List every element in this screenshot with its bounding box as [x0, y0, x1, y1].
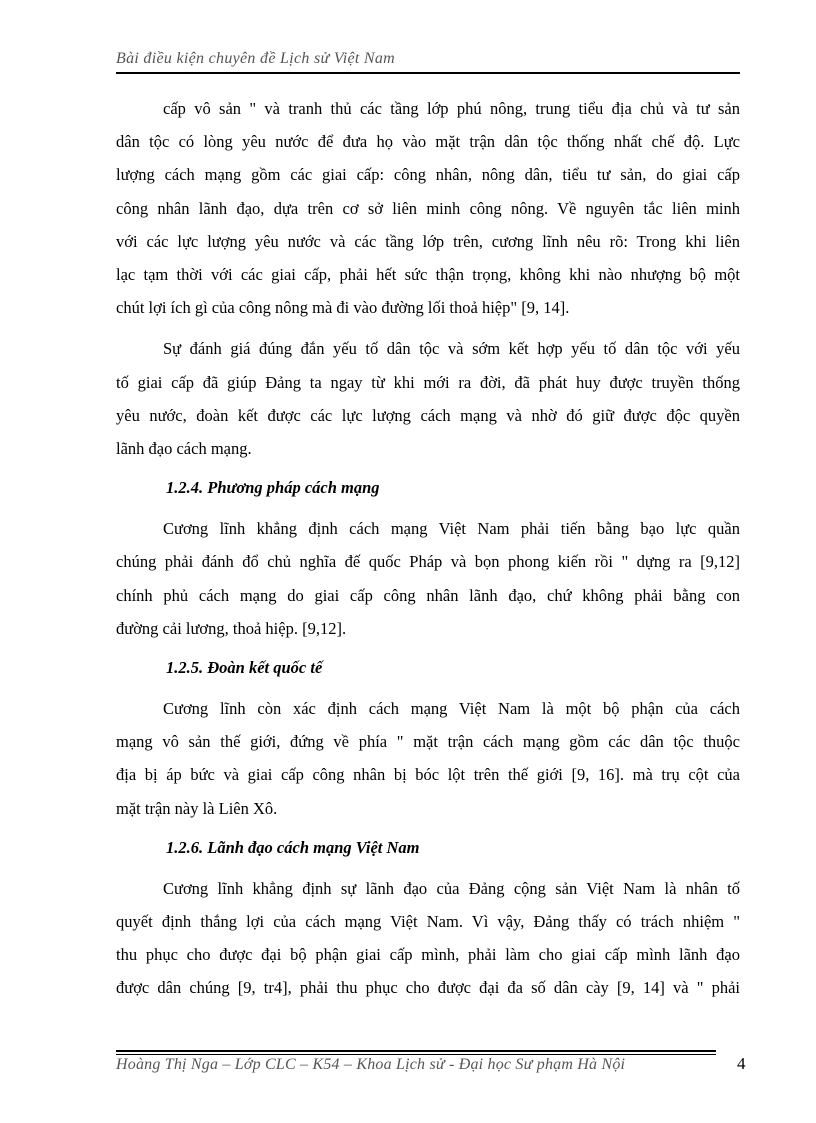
text-line: mạng vô sản thế giới, đứng về phía " mặt trận cách mạng gồm các dân tộc thuộc: [116, 732, 740, 752]
footer-divider: [116, 1050, 716, 1052]
text-line: chính phủ cách mạng do giai cấp công nhân lãnh đạo, chứ không phải bằng con: [116, 585, 740, 605]
text-line: được dân chúng [9, tr4], phải thu phục cho được đại đa số dân cày [9, 14] và " phải: [116, 978, 740, 998]
page-header: [116, 50, 740, 74]
paragraph: [116, 692, 740, 825]
text-line: lãnh đạo cách mạng.: [116, 439, 252, 459]
section-heading-1-2-4: 1.2.4. Phương pháp cách mạng: [166, 478, 380, 498]
text-line: Cương lĩnh còn xác định cách mạng Việt Nam là một bộ phận của cách: [163, 699, 740, 719]
text-line: lạc tạm thời với các giai cấp, phải hết sức thận trọng, không khi nào nhượng bộ một: [116, 265, 740, 285]
text-line: quyết định thắng lợi của cách mạng Việt Nam. Vì vậy, Đảng thấy có trách nhiệm ": [116, 912, 740, 932]
text-line: dân tộc có lòng yêu nước để đưa họ vào mặt trận dân tộc thống nhất chế độ. Lực: [116, 132, 740, 152]
text-line: yêu nước, đoàn kết được các lực lượng cách mạng và nhờ đó giữ được độc quyền: [116, 405, 740, 425]
section-heading-1-2-6: 1.2.6. Lãnh đạo cách mạng Việt Nam: [166, 837, 420, 857]
text-line: công nhân lãnh đạo, dựa trên cơ sở liên minh công nông. Về nguyên tắc liên minh: [116, 198, 740, 218]
section-heading-1-2-5: 1.2.5. Đoàn kết quốc tế: [166, 658, 323, 678]
paragraph: [116, 512, 740, 645]
text-line: lượng cách mạng gồm các giai cấp: công nhân, nông dân, tiểu tư sản, do giai cấp: [116, 165, 740, 185]
text-line: địa bị áp bức và giai cấp công nhân bị bóc lột trên thế giới [9, 16]. mà trụ cột của: [116, 765, 740, 785]
text-line: với các lực lượng yêu nước và các tầng lớp trên, cương lĩnh nêu rõ: Trong khi liên: [116, 231, 740, 251]
paragraph: [116, 872, 740, 1005]
header-title: Bài điều kiện chuyên đề Lịch sử Việt Nam: [116, 50, 396, 67]
text-line: Cương lĩnh khẳng định sự lãnh đạo của Đảng cộng sản Việt Nam là nhân tố: [163, 878, 740, 898]
text-line: tố giai cấp đã giúp Đảng ta ngay từ khi mới ra đời, đã phát huy được truyền thống: [116, 372, 740, 392]
footer-divider-thin: [116, 1054, 716, 1055]
paragraph: [116, 332, 740, 465]
text-line: mặt trận này là Liên Xô.: [116, 798, 278, 818]
document-body: [116, 92, 740, 1005]
footer-author-info: Hoàng Thị Nga – Lớp CLC – K54 – Khoa Lịch sử - Đại học Sư phạm Hà Nội: [116, 1056, 626, 1073]
text-line: đường cải lương, thoả hiệp. [9,12].: [116, 618, 347, 638]
paragraph: [116, 92, 740, 324]
text-line: chúng phải đánh đổ chủ nghĩa đế quốc Pháp và bọn phong kiến rồi " dựng ra [9,12]: [116, 552, 740, 572]
text-line: thu phục cho được đại bộ phận giai cấp mình, phải làm cho giai cấp mình lãnh đạo: [116, 945, 740, 965]
text-line: cấp vô sản " và tranh thủ các tầng lớp phú nông, trung tiểu địa chủ và tư sản: [163, 99, 740, 118]
text-line: Sự đánh giá đúng đắn yếu tố dân tộc và sớm kết hợp yếu tố dân tộc với yếu: [163, 339, 740, 359]
page-number: 4: [737, 1054, 746, 1073]
text-line: chút lợi ích gì của công nông mà đi vào đường lối thoả hiệp" [9, 14].: [116, 298, 570, 318]
text-line: Cương lĩnh khẳng định cách mạng Việt Nam phải tiến bằng bạo lực quần: [163, 519, 740, 539]
